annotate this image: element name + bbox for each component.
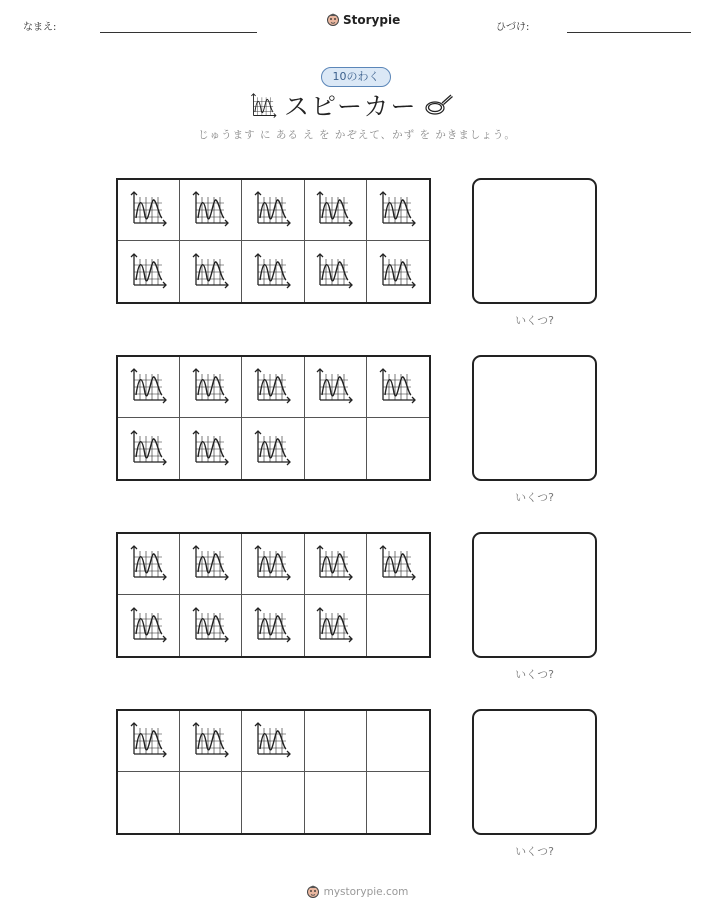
ten-frame-cell [180, 241, 242, 302]
ten-frame-cell [242, 711, 304, 772]
ten-frame-cell [118, 241, 180, 302]
waveform-chart-icon [250, 91, 278, 119]
question-label: いくつ? [515, 491, 554, 504]
ten-frame [116, 178, 431, 304]
ten-frame-cell [180, 357, 242, 418]
answer-box[interactable] [472, 178, 597, 304]
ten-frame [116, 532, 431, 658]
waveform-chart-icon [253, 427, 293, 471]
storypie-mascot-icon [326, 12, 340, 28]
waveform-chart-icon [129, 604, 169, 648]
waveform-chart-icon [378, 250, 418, 294]
ten-frame-cell [180, 534, 242, 595]
ten-frame-cell [367, 772, 429, 833]
ten-frame-cell [180, 180, 242, 241]
waveform-chart-icon [253, 365, 293, 409]
frying-pan-icon [424, 92, 454, 118]
waveform-chart-icon [191, 719, 231, 763]
ten-frame-cell [118, 534, 180, 595]
waveform-chart-icon [378, 188, 418, 232]
waveform-chart-icon [129, 427, 169, 471]
ten-frame-cell [242, 241, 304, 302]
ten-frame-cell [242, 418, 304, 479]
waveform-chart-icon [191, 604, 231, 648]
waveform-chart-icon [253, 250, 293, 294]
brand-logo [326, 12, 400, 28]
footer-url[interactable]: mystorypie.com [323, 886, 409, 898]
ten-frame-cell [305, 534, 367, 595]
ten-frame [116, 355, 431, 481]
ten-frame-cell [180, 418, 242, 479]
ten-frame-cell [305, 418, 367, 479]
question-label: いくつ? [515, 668, 554, 681]
waveform-chart-icon [191, 188, 231, 232]
ten-frame-cell [118, 595, 180, 656]
title-text: スピーカー [284, 92, 418, 121]
ten-frame-cell [305, 711, 367, 772]
name-line[interactable] [100, 32, 257, 33]
instruction-text: じゅうます に ある え を かぞえて、かず を かきましょう。 [198, 129, 516, 141]
waveform-chart-icon [191, 542, 231, 586]
ten-frame-cell [367, 418, 429, 479]
ten-frame-cell [367, 241, 429, 302]
ten-frame-cell [242, 180, 304, 241]
waveform-chart-icon [253, 604, 293, 648]
question-label: いくつ? [515, 314, 554, 327]
brand-name: Storypie [343, 13, 401, 27]
ten-frame-cell [118, 772, 180, 833]
waveform-chart-icon [253, 719, 293, 763]
ten-frame-cell [242, 595, 304, 656]
waveform-chart-icon [378, 542, 418, 586]
ten-frame-cell [367, 357, 429, 418]
page-title [250, 88, 464, 122]
ten-frame-cell [180, 595, 242, 656]
ten-frame [116, 709, 431, 835]
ten-frame-tag: 10のわく [321, 67, 391, 87]
ten-frame-cell [118, 180, 180, 241]
answer-box[interactable] [472, 532, 597, 658]
waveform-chart-icon [315, 365, 355, 409]
ten-frame-cell [305, 357, 367, 418]
waveform-chart-icon [191, 250, 231, 294]
ten-frame-cell [180, 711, 242, 772]
question-label: いくつ? [515, 845, 554, 858]
name-label: なまえ: [23, 22, 57, 33]
waveform-chart-icon [129, 188, 169, 232]
ten-frame-cell [367, 534, 429, 595]
ten-frame-cell [242, 534, 304, 595]
waveform-chart-icon [253, 542, 293, 586]
ten-frame-cell [367, 711, 429, 772]
answer-box[interactable] [472, 355, 597, 481]
answer-box[interactable] [472, 709, 597, 835]
waveform-chart-icon [315, 250, 355, 294]
waveform-chart-icon [315, 188, 355, 232]
ten-frame-cell [367, 595, 429, 656]
waveform-chart-icon [191, 427, 231, 471]
storypie-mascot-icon [306, 884, 320, 900]
waveform-chart-icon [315, 542, 355, 586]
ten-frame-cell [180, 772, 242, 833]
footer [0, 884, 714, 900]
waveform-chart-icon [129, 719, 169, 763]
ten-frame-cell [118, 418, 180, 479]
date-line[interactable] [567, 32, 691, 33]
ten-frame-cell [118, 357, 180, 418]
ten-frame-cell [305, 180, 367, 241]
waveform-chart-icon [378, 365, 418, 409]
waveform-chart-icon [253, 188, 293, 232]
ten-frame-cell [367, 180, 429, 241]
ten-frame-cell [305, 241, 367, 302]
ten-frame-cell [242, 357, 304, 418]
ten-frame-cell [305, 595, 367, 656]
ten-frame-cell [305, 772, 367, 833]
waveform-chart-icon [315, 604, 355, 648]
waveform-chart-icon [191, 365, 231, 409]
waveform-chart-icon [129, 542, 169, 586]
date-label: ひづけ: [496, 22, 530, 33]
ten-frame-cell [118, 711, 180, 772]
waveform-chart-icon [129, 250, 169, 294]
ten-frame-cell [242, 772, 304, 833]
waveform-chart-icon [129, 365, 169, 409]
